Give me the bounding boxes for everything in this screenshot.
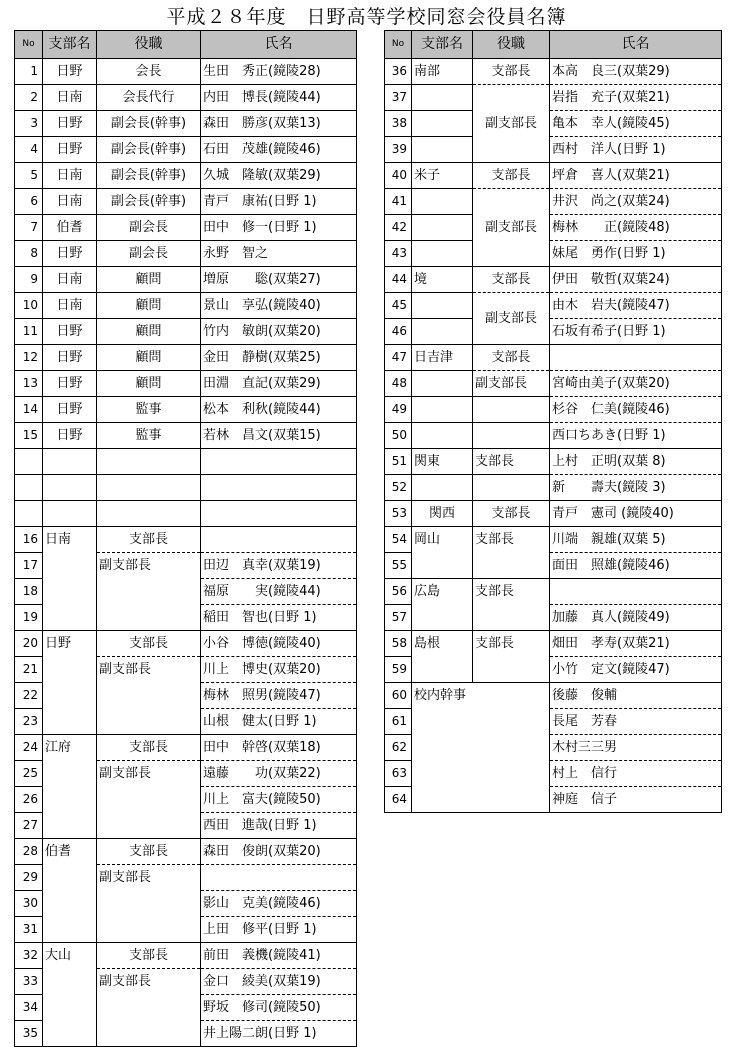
table-row	[385, 59, 722, 85]
name-cell: 青戸 康祐(日野 1)	[201, 189, 357, 215]
table-row	[15, 215, 357, 241]
name-cell: 若林 昌文(双葉15)	[201, 423, 357, 449]
branch-cell: 米子	[412, 163, 473, 189]
table-row	[15, 163, 357, 189]
row-number: 37	[385, 85, 412, 111]
branch-cell: 伯耆	[43, 215, 97, 241]
row-number: 14	[15, 397, 43, 423]
row-number: 60	[385, 683, 412, 709]
role-cell-head: 支部長	[97, 527, 201, 553]
row-number: 7	[15, 215, 43, 241]
table-row	[385, 579, 722, 605]
name-cell: 木村三三男	[550, 735, 722, 761]
table-row	[385, 423, 722, 449]
row-number: 3	[15, 111, 43, 137]
role-cell: 会長代行	[97, 85, 201, 111]
role-cell-deputy: 副支部長	[473, 189, 550, 267]
name-cell: 田中 幹啓(双葉18)	[201, 735, 357, 761]
name-cell: 稲田 智也(日野 1)	[201, 605, 357, 631]
branch-cell: 日南	[43, 293, 97, 319]
table-row	[15, 449, 357, 475]
name-cell: 本高 良三(双葉29)	[550, 59, 722, 85]
empty-row-number	[15, 501, 43, 527]
branch-cell: 日野	[43, 137, 97, 163]
branch-cell: 日野	[43, 59, 97, 85]
name-cell: 岩指 充子(双葉21)	[550, 85, 722, 111]
header-role: 役職	[473, 31, 550, 59]
row-number: 21	[15, 657, 43, 683]
role-cell-deputy: 副支部長	[97, 969, 201, 1047]
name-cell: 田辺 真幸(双葉19)	[201, 553, 357, 579]
role-cell: 監事	[97, 397, 201, 423]
role-cell-head: 支部長	[97, 943, 201, 969]
branch-cell: 日南	[43, 163, 97, 189]
table-row	[385, 85, 722, 111]
branch-cell: 日野	[43, 631, 97, 735]
name-cell	[201, 865, 357, 891]
row-number: 53	[385, 501, 412, 527]
row-number: 32	[15, 943, 43, 969]
row-number: 44	[385, 267, 412, 293]
table-row	[385, 449, 722, 475]
name-cell: 杉谷 仁美(鏡陵46)	[550, 397, 722, 423]
name-cell: 遠藤 功(双葉22)	[201, 761, 357, 787]
table-header	[15, 31, 357, 59]
row-number: 6	[15, 189, 43, 215]
name-cell: 前田 義機(鏡陵41)	[201, 943, 357, 969]
table-row	[385, 241, 722, 267]
row-number: 1	[15, 59, 43, 85]
table-row	[385, 345, 722, 371]
empty-role-cell	[97, 449, 201, 475]
role-cell: 顧問	[97, 293, 201, 319]
role-cell-head: 支部長	[473, 449, 550, 475]
table-row	[15, 189, 357, 215]
name-cell: 西田 進哉(日野 1)	[201, 813, 357, 839]
branch-cell	[412, 137, 473, 163]
name-cell: 由木 岩夫(鏡陵47)	[550, 293, 722, 319]
row-number: 35	[15, 1021, 43, 1047]
branch-cell	[412, 475, 473, 501]
table-row	[385, 137, 722, 163]
row-number: 15	[15, 423, 43, 449]
name-cell: 森田 俊朗(双葉20)	[201, 839, 357, 865]
name-cell: 山根 健太(日野 1)	[201, 709, 357, 735]
name-cell: 妹尾 勇作(日野 1)	[550, 241, 722, 267]
role-cell-head: 支部長	[97, 839, 201, 865]
name-cell: 永野 智之	[201, 241, 357, 267]
row-number: 2	[15, 85, 43, 111]
branch-cell: 日野	[43, 397, 97, 423]
role-cell-deputy: 副支部長	[473, 293, 550, 345]
table-row	[15, 501, 357, 527]
name-cell: 野坂 修司(鏡陵50)	[201, 995, 357, 1021]
name-cell: 森田 勝彦(双葉13)	[201, 111, 357, 137]
name-cell: 増原 聡(双葉27)	[201, 267, 357, 293]
name-cell: 村上 信行	[550, 761, 722, 787]
table-row	[15, 527, 357, 553]
empty-name-cell	[201, 501, 357, 527]
officer-table-left	[14, 30, 357, 1047]
header-branch: 支部名	[412, 31, 473, 59]
row-number: 58	[385, 631, 412, 657]
row-number: 10	[15, 293, 43, 319]
table-row	[15, 319, 357, 345]
row-number: 34	[15, 995, 43, 1021]
table-row	[15, 345, 357, 371]
row-number: 52	[385, 475, 412, 501]
header-role: 役職	[97, 31, 201, 59]
table-row	[15, 423, 357, 449]
table-row	[385, 683, 722, 709]
name-cell: 上村 正明(双葉 8)	[550, 449, 722, 475]
table-row	[385, 631, 722, 657]
row-number: 13	[15, 371, 43, 397]
row-number: 49	[385, 397, 412, 423]
row-number: 41	[385, 189, 412, 215]
row-number: 23	[15, 709, 43, 735]
row-number: 26	[15, 787, 43, 813]
table-row	[15, 267, 357, 293]
row-number: 56	[385, 579, 412, 605]
name-cell: 加藤 真人(鏡陵49)	[550, 605, 722, 631]
row-number: 16	[15, 527, 43, 553]
row-number: 9	[15, 267, 43, 293]
row-number: 39	[385, 137, 412, 163]
branch-cell	[412, 85, 473, 111]
name-cell: 川上 博史(双葉20)	[201, 657, 357, 683]
name-cell: 坪倉 喜人(双葉21)	[550, 163, 722, 189]
table-row	[15, 371, 357, 397]
role-cell: 副会長	[97, 215, 201, 241]
role-cell-deputy: 副支部長	[473, 371, 550, 397]
row-number: 36	[385, 59, 412, 85]
role-cell-head: 支部長	[473, 59, 550, 85]
name-cell: 小谷 博徳(鏡陵40)	[201, 631, 357, 657]
branch-cell: 関西	[412, 501, 473, 527]
role-cell: 副会長(幹事)	[97, 111, 201, 137]
table-row	[385, 293, 722, 319]
branch-cell: 日野	[43, 345, 97, 371]
empty-role-cell	[97, 501, 201, 527]
branch-cell	[412, 111, 473, 137]
row-number: 29	[15, 865, 43, 891]
header-name: 氏名	[550, 31, 722, 59]
name-cell: 小竹 定文(鏡陵47)	[550, 657, 722, 683]
name-cell: 金田 静樹(双葉25)	[201, 345, 357, 371]
branch-cell: 大山	[43, 943, 97, 1047]
table-row	[15, 475, 357, 501]
name-cell: 西口ちあき(日野 1)	[550, 423, 722, 449]
name-cell: 田淵 直記(双葉29)	[201, 371, 357, 397]
row-number: 48	[385, 371, 412, 397]
row-number: 19	[15, 605, 43, 631]
row-number: 12	[15, 345, 43, 371]
name-cell: 生田 秀正(鏡陵28)	[201, 59, 357, 85]
name-cell: 竹内 敏朗(双葉20)	[201, 319, 357, 345]
row-number: 38	[385, 111, 412, 137]
table-row	[385, 371, 722, 397]
name-cell: 青戸 憲司 (鏡陵40)	[550, 501, 722, 527]
role-cell-head: 支部長	[473, 527, 550, 579]
officer-table-right	[384, 30, 722, 813]
name-cell: 梅林 照男(鏡陵47)	[201, 683, 357, 709]
row-number: 46	[385, 319, 412, 345]
empty-branch-cell	[43, 501, 97, 527]
name-cell: 石田 茂雄(鏡陵46)	[201, 137, 357, 163]
row-number: 63	[385, 761, 412, 787]
branch-cell: 島根	[412, 631, 473, 683]
branch-cell: 日南	[43, 85, 97, 111]
name-cell: 久城 隆敏(双葉29)	[201, 163, 357, 189]
row-number: 5	[15, 163, 43, 189]
branch-cell	[412, 371, 473, 397]
table-row	[385, 501, 722, 527]
branch-cell: 岡山	[412, 527, 473, 579]
role-cell-deputy: 副支部長	[97, 553, 201, 631]
table-row	[385, 475, 722, 501]
header-branch: 支部名	[43, 31, 97, 59]
row-number: 22	[15, 683, 43, 709]
row-number: 8	[15, 241, 43, 267]
row-number: 20	[15, 631, 43, 657]
branch-cell	[412, 241, 473, 267]
row-number: 17	[15, 553, 43, 579]
role-cell-deputy: 副支部長	[97, 761, 201, 839]
name-cell: 松本 利秋(鏡陵44)	[201, 397, 357, 423]
branch-cell: 関東	[412, 449, 473, 475]
branch-cell: 日野	[43, 241, 97, 267]
role-cell-head: 支部長	[473, 501, 550, 527]
branch-cell: 日南	[43, 267, 97, 293]
role-cell-head: 支部長	[473, 631, 550, 683]
role-cell: 副会長(幹事)	[97, 137, 201, 163]
row-number: 55	[385, 553, 412, 579]
page-title: 平成２８年度 日野高等学校同窓会役員名簿	[166, 6, 567, 28]
branch-cell: 江府	[43, 735, 97, 839]
row-number: 47	[385, 345, 412, 371]
row-number: 11	[15, 319, 43, 345]
branch-cell	[412, 423, 473, 449]
name-cell: 長尾 芳春	[550, 709, 722, 735]
branch-cell	[412, 189, 473, 215]
table-row	[15, 85, 357, 111]
row-number: 62	[385, 735, 412, 761]
row-number: 27	[15, 813, 43, 839]
branch-cell: 校内幹事	[412, 683, 550, 813]
header-no: No	[385, 31, 412, 59]
branch-cell: 日野	[43, 371, 97, 397]
table-row	[385, 163, 722, 189]
row-number: 4	[15, 137, 43, 163]
role-cell: 顧問	[97, 267, 201, 293]
name-cell	[201, 527, 357, 553]
role-cell: 会長	[97, 59, 201, 85]
branch-cell: 日南	[43, 189, 97, 215]
table-row	[15, 59, 357, 85]
branch-cell	[412, 215, 473, 241]
row-number: 64	[385, 787, 412, 813]
row-number: 43	[385, 241, 412, 267]
row-number: 61	[385, 709, 412, 735]
table-row	[385, 215, 722, 241]
row-number: 54	[385, 527, 412, 553]
header-name: 氏名	[201, 31, 357, 59]
name-cell: 宮崎由美子(双葉20)	[550, 371, 722, 397]
row-number: 30	[15, 891, 43, 917]
role-cell-head: 支部長	[473, 345, 550, 371]
role-cell-head: 支部長	[473, 579, 550, 631]
name-cell: 石坂有希子(日野 1)	[550, 319, 722, 345]
empty-role-cell	[97, 475, 201, 501]
branch-cell: 日野	[43, 423, 97, 449]
name-cell: 亀本 幸人(鏡陵45)	[550, 111, 722, 137]
name-cell: 影山 克美(鏡陵46)	[201, 891, 357, 917]
table-row	[15, 735, 357, 761]
table-row	[15, 397, 357, 423]
branch-cell	[412, 319, 473, 345]
role-cell: 副会長	[97, 241, 201, 267]
name-cell: 福原 実(鏡陵44)	[201, 579, 357, 605]
table-row	[15, 839, 357, 865]
name-cell: 内田 博長(鏡陵44)	[201, 85, 357, 111]
branch-cell: 広島	[412, 579, 473, 631]
branch-cell: 日野	[43, 319, 97, 345]
role-cell: 監事	[97, 423, 201, 449]
empty-name-cell	[201, 449, 357, 475]
row-number: 51	[385, 449, 412, 475]
role-cell: 顧問	[97, 371, 201, 397]
table-row	[15, 943, 357, 969]
empty-row-number	[15, 449, 43, 475]
row-number: 40	[385, 163, 412, 189]
empty-row-number	[15, 475, 43, 501]
role-cell: 副会長(幹事)	[97, 189, 201, 215]
row-number: 28	[15, 839, 43, 865]
name-cell: 川端 親雄(双葉 5)	[550, 527, 722, 553]
branch-cell: 日吉津	[412, 345, 473, 371]
branch-cell: 日野	[43, 111, 97, 137]
table-row	[385, 267, 722, 293]
table-row	[385, 527, 722, 553]
name-cell	[550, 345, 722, 371]
branch-cell: 境	[412, 267, 473, 293]
header-no: No	[15, 31, 43, 59]
name-cell: 西村 洋人(日野 1)	[550, 137, 722, 163]
table-row	[15, 111, 357, 137]
role-cell: 副会長(幹事)	[97, 163, 201, 189]
row-number: 59	[385, 657, 412, 683]
name-cell: 伊田 敬哲(双葉24)	[550, 267, 722, 293]
role-cell-deputy: 副支部長	[473, 85, 550, 163]
row-number: 50	[385, 423, 412, 449]
name-cell: 景山 享弘(鏡陵40)	[201, 293, 357, 319]
table-header	[385, 31, 722, 59]
role-cell-head: 支部長	[473, 163, 550, 189]
empty-branch-cell	[43, 475, 97, 501]
name-cell: 面田 照雄(鏡陵46)	[550, 553, 722, 579]
name-cell: 井上陽二朗(日野 1)	[201, 1021, 357, 1047]
branch-cell	[412, 397, 473, 423]
table-row	[15, 293, 357, 319]
name-cell: 田中 修一(日野 1)	[201, 215, 357, 241]
name-cell: 金口 綾美(双葉19)	[201, 969, 357, 995]
empty-name-cell	[201, 475, 357, 501]
role-cell-head	[473, 475, 550, 501]
row-number: 18	[15, 579, 43, 605]
row-number: 45	[385, 293, 412, 319]
name-cell: 神庭 信子	[550, 787, 722, 813]
role-cell-empty	[473, 423, 550, 449]
row-number: 24	[15, 735, 43, 761]
row-number: 25	[15, 761, 43, 787]
name-cell: 井沢 尚之(双葉24)	[550, 189, 722, 215]
branch-cell	[412, 293, 473, 319]
name-cell: 川上 富夫(鏡陵50)	[201, 787, 357, 813]
role-cell: 顧問	[97, 319, 201, 345]
table-row	[385, 111, 722, 137]
role-cell-deputy: 副支部長	[97, 865, 201, 943]
row-number: 57	[385, 605, 412, 631]
branch-cell: 伯耆	[43, 839, 97, 943]
name-cell: 上田 修平(日野 1)	[201, 917, 357, 943]
role-cell-empty	[473, 397, 550, 423]
name-cell: 畑田 孝寿(双葉21)	[550, 631, 722, 657]
branch-cell: 日南	[43, 527, 97, 631]
row-number: 33	[15, 969, 43, 995]
table-row	[385, 397, 722, 423]
table-row	[15, 241, 357, 267]
table-row	[385, 189, 722, 215]
branch-cell: 南部	[412, 59, 473, 85]
role-cell: 顧問	[97, 345, 201, 371]
row-number: 31	[15, 917, 43, 943]
name-cell: 梅林 正(鏡陵48)	[550, 215, 722, 241]
name-cell: 後藤 俊輔	[550, 683, 722, 709]
role-cell-head: 支部長	[97, 631, 201, 657]
role-cell-head: 支部長	[473, 267, 550, 293]
name-cell: 新 壽夫(鏡陵 3)	[550, 475, 722, 501]
table-row	[385, 319, 722, 345]
table-row	[15, 137, 357, 163]
table-row	[15, 631, 357, 657]
name-cell	[550, 579, 722, 605]
role-cell-deputy: 副支部長	[97, 657, 201, 735]
row-number: 42	[385, 215, 412, 241]
empty-branch-cell	[43, 449, 97, 475]
role-cell-head: 支部長	[97, 735, 201, 761]
